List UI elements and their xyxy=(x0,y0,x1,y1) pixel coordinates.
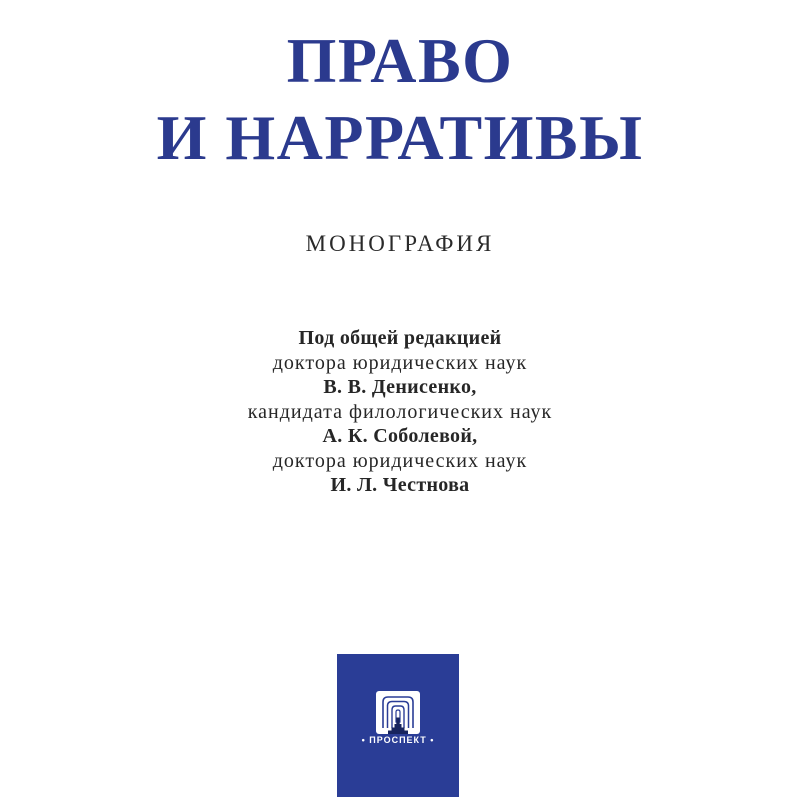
editor-degree: доктора юридических наук xyxy=(272,351,528,374)
book-title-line1: ПРАВО xyxy=(286,25,514,96)
editors-heading: Под общей редакцией xyxy=(298,327,502,349)
editor-name: А. К. Соболевой, xyxy=(322,425,478,447)
prospekt-gate-icon xyxy=(376,691,420,734)
editor-name: И. Л. Честнова xyxy=(330,474,470,496)
editor-name: В. В. Денисенко, xyxy=(323,376,477,398)
editor-degree: доктора юридических наук xyxy=(272,449,528,472)
book-title xyxy=(0,22,800,176)
editors-block xyxy=(0,326,800,498)
publisher-logo-block xyxy=(337,654,459,797)
book-subtitle: МОНОГРАФИЯ xyxy=(305,231,495,256)
publisher-name: • ПРОСПЕКТ • xyxy=(361,735,435,745)
book-title-line2: И НАРРАТИВЫ xyxy=(156,102,644,173)
editor-degree: кандидата филологических наук xyxy=(247,400,553,423)
